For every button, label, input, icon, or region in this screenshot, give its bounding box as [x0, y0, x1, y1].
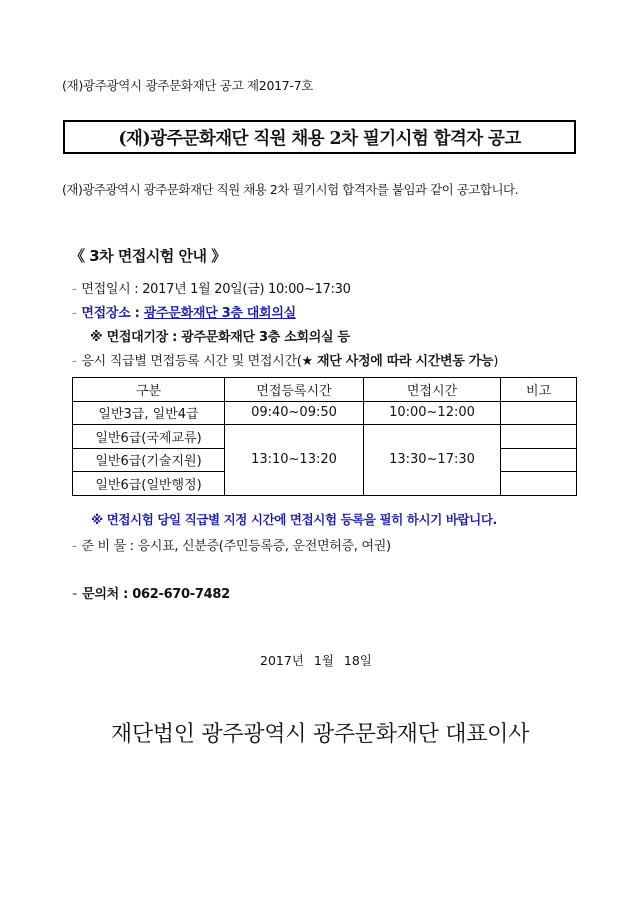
- group2-category-3: 일반6급(일반행정): [73, 472, 225, 496]
- notice-date: 2017년 1월 18일: [260, 653, 372, 668]
- document-title: (재)광주문화재단 직원 채용 2차 필기시험 합격자 공고: [118, 128, 521, 149]
- header-category: 구분: [73, 378, 225, 402]
- bullet-dash: -: [72, 354, 77, 369]
- group2-category-1: 일반6급(국제교류): [73, 425, 225, 449]
- warning-text: ※ 면접시험 당일 직급별 지정 시간에 면접시험 등록을 필히 하시기 바랍니다.: [91, 512, 497, 527]
- preparation-line: [72, 535, 391, 554]
- group2-category-2: 일반6급(기술지원): [73, 448, 225, 472]
- schedule-table: [72, 377, 577, 496]
- schedule-note-line: [72, 350, 498, 369]
- bullet-dash: -: [72, 539, 77, 554]
- header-note: 비고: [501, 378, 577, 402]
- contact-line: [72, 583, 230, 602]
- bullet-dash: -: [72, 306, 77, 321]
- row1-category: 일반3급, 일반4급: [73, 401, 225, 425]
- section-heading: 《 3차 면접시험 안내 》: [70, 247, 226, 265]
- group2-note-1: [501, 425, 577, 449]
- table-row: [73, 425, 577, 449]
- group2-interview: 13:30~17:30: [364, 425, 501, 496]
- bullet-dash: -: [72, 587, 78, 602]
- title-box: [63, 120, 576, 154]
- table-header-row: [73, 378, 577, 402]
- row1-registration: 09:40~09:50: [225, 401, 364, 425]
- interview-place-label: 면접장소 :: [81, 306, 144, 321]
- header-registration: 면접등록시간: [225, 378, 364, 402]
- header-interview: 면접시간: [364, 378, 501, 402]
- interview-date-value: 2017년 1월 20일(금) 10:00~17:30: [142, 282, 351, 297]
- row1-interview: 10:00~12:00: [364, 401, 501, 425]
- interview-place-line: [72, 302, 296, 321]
- preparation-text: 준 비 물 : 응시표, 신분증(주민등록증, 운전면허증, 여권): [81, 539, 391, 554]
- waiting-room-line: ※ 면접대기장 : 광주문화재단 3층 소회의실 등: [90, 330, 350, 345]
- intro-text: (재)광주광역시 광주문화재단 직원 채용 2차 필기시험 합격자를 붙임과 같이 공고합니다.: [62, 182, 519, 197]
- issuer-name: 재단법인 광주광역시 광주문화재단 대표이사: [110, 722, 530, 747]
- interview-date-line: [72, 278, 351, 297]
- notice-number: (재)광주광역시 광주문화재단 공고 제2017-7호: [62, 78, 314, 93]
- schedule-note-suffix: ): [493, 354, 499, 369]
- row1-note: [501, 401, 577, 425]
- contact-text: 문의처 : 062-670-7482: [82, 587, 230, 602]
- group2-note-2: [501, 448, 577, 472]
- schedule-note-bold: ★ 재단 사정에 따라 시간변동 가능: [301, 354, 494, 369]
- interview-date-label: 면접일시 :: [81, 282, 143, 297]
- group2-note-3: [501, 472, 577, 496]
- table-row: [73, 401, 577, 425]
- schedule-note-prefix: 응시 직급별 면접등록 시간 및 면접시간(: [81, 354, 302, 369]
- group2-registration: 13:10~13:20: [225, 425, 364, 496]
- bullet-dash: -: [72, 282, 77, 297]
- interview-place-value: 광주문화재단 3층 대회의실: [143, 306, 296, 321]
